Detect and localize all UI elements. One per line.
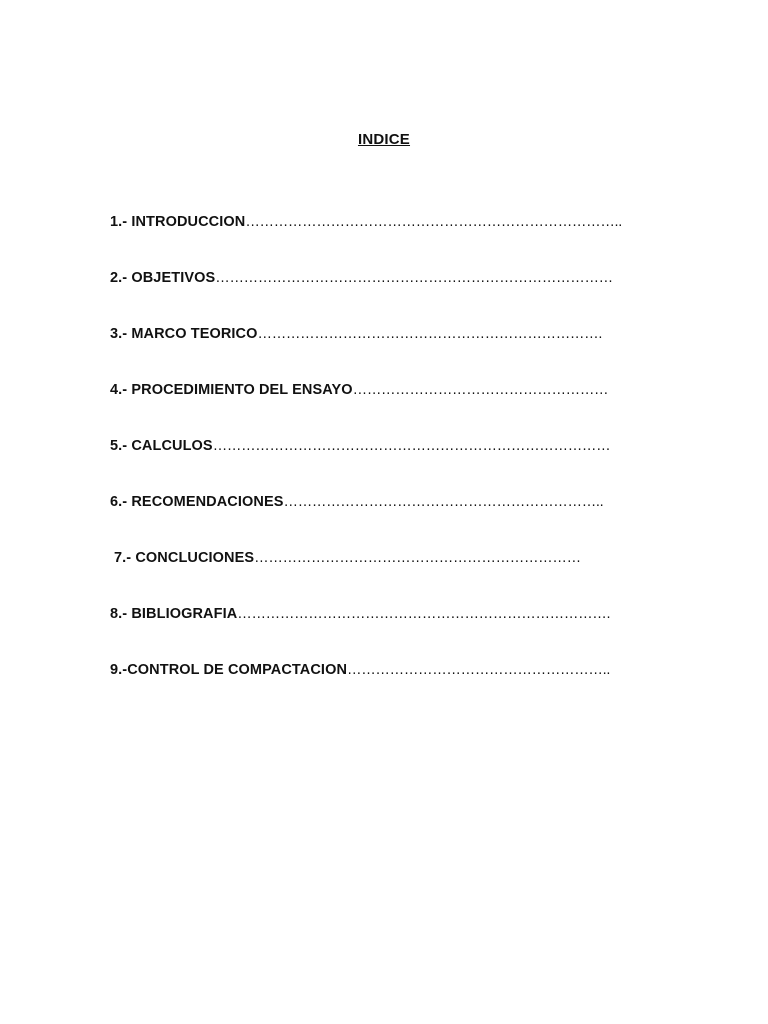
toc-entry-objetivos <box>110 268 670 324</box>
toc-entry-leader: …………………………………………………………… <box>254 550 581 566</box>
toc-entry-label: 4.- PROCEDIMIENTO DEL ENSAYO <box>110 382 353 398</box>
toc-entry-calculos <box>110 436 670 492</box>
toc-entry-leader: …………………………………………………………………….. <box>245 214 622 230</box>
toc-entry-bibliografia <box>110 604 670 660</box>
toc-entry-label: 8.- BIBLIOGRAFIA <box>110 606 238 622</box>
toc-entry-leader: ………………………………………………………….. <box>283 494 604 510</box>
toc-entry-leader: ……………………………………………………………………. <box>237 606 611 622</box>
toc-entry-leader: ………………………………………………………………………… <box>215 270 613 286</box>
table-of-contents <box>110 212 670 716</box>
toc-entry-leader: ……………………………………………… <box>352 382 609 398</box>
toc-entry-label: 5.- CALCULOS <box>110 438 213 454</box>
toc-entry-label: 9.-CONTROL DE COMPACTACION <box>110 662 348 678</box>
toc-entry-control-compactacion <box>110 660 670 716</box>
toc-entry-introduccion <box>110 212 670 268</box>
toc-entry-label: 7.- CONCLUCIONES <box>114 550 255 566</box>
toc-entry-leader: ……………………………………………….. <box>347 662 611 678</box>
toc-entry-marco-teorico <box>110 324 670 380</box>
toc-entry-conclusiones <box>110 548 670 604</box>
toc-entry-label: 3.- MARCO TEORICO <box>110 326 258 342</box>
toc-entry-leader: ………………………………………………………………. <box>257 326 603 342</box>
toc-entry-label: 6.- RECOMENDACIONES <box>110 494 284 510</box>
toc-entry-label: 2.- OBJETIVOS <box>110 270 216 286</box>
toc-entry-leader: ………………………………………………………………………… <box>212 438 611 454</box>
toc-entry-procedimiento <box>110 380 670 436</box>
toc-entry-recomendaciones <box>110 492 670 548</box>
page-title: INDICE <box>357 131 411 148</box>
toc-entry-label: 1.- INTRODUCCION <box>110 214 246 230</box>
